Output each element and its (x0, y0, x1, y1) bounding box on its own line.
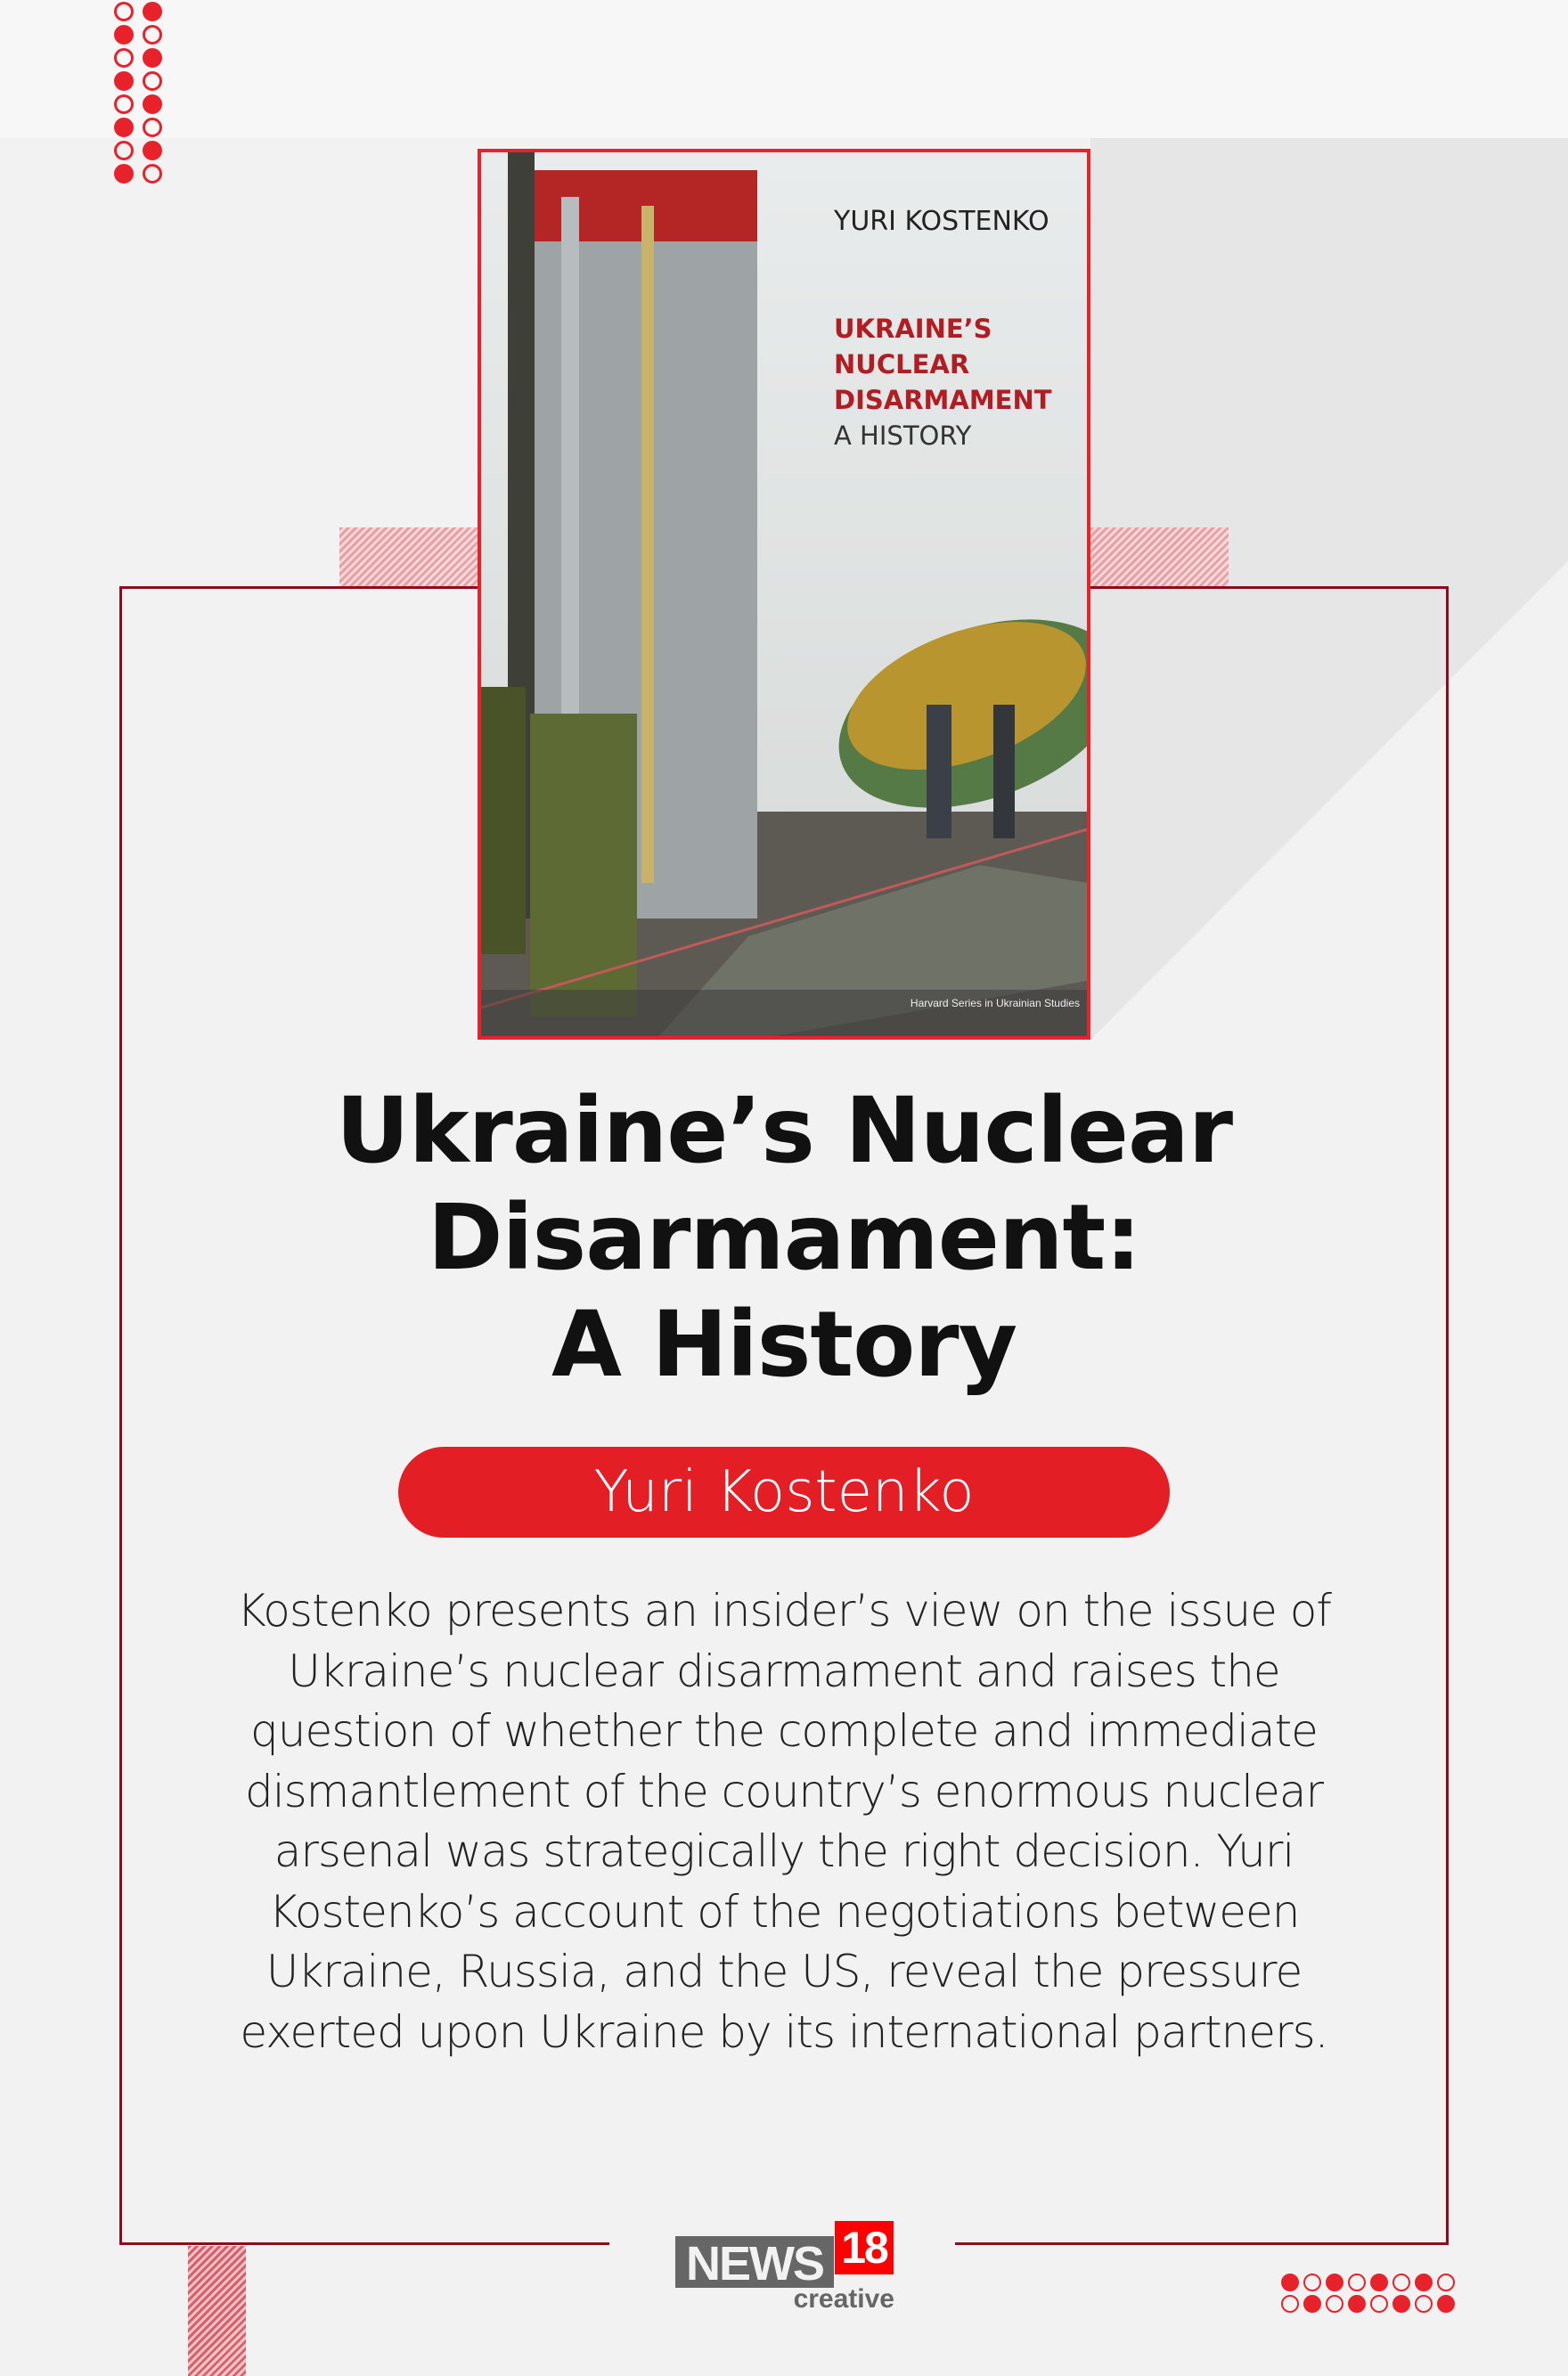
hatch-bar-bottom-left (188, 2246, 246, 2376)
hatch-accent-left (339, 527, 478, 586)
book-description: Kostenko presents an insider’s view on the issue of Ukraine’s nuclear disarmament and raises the question of whether the complete and immediate dismantlement of the country’s enormous nuclear arsenal was strategically the right decision. Yuri Kostenko’s account of the negotiations between Ukraine, Russia, and the US, reveal the pressure exerted upon Ukraine by its international partners. (237, 1585, 1331, 2058)
author-badge: Yuri Kostenko (398, 1447, 1170, 1538)
cover-subtitle: A HISTORY (834, 420, 972, 451)
decorative-dots-bottom-right (1281, 2274, 1457, 2313)
cover-series: Harvard Series in Ukrainian Studies (910, 997, 1080, 1009)
title-line: Disarmament: (427, 1185, 1141, 1291)
book-title (178, 1078, 1390, 1399)
title-line: Ukraine’s Nuclear (335, 1078, 1233, 1184)
cover-author: YURI KOSTENKO (834, 206, 1049, 237)
cover-title-line: DISARMAMENT (834, 385, 1052, 415)
hatch-accent-right (1090, 527, 1229, 586)
logo-18: 18 (835, 2221, 894, 2274)
book-cover-image (478, 149, 1090, 1040)
logo-creative: creative (793, 2284, 894, 2314)
decorative-dots-top-left (114, 2, 166, 184)
cover-title-line: NUCLEAR (834, 349, 970, 380)
cover-title-line: UKRAINE’S (834, 314, 992, 344)
title-line: A History (551, 1292, 1017, 1398)
logo-news: NEWS (675, 2236, 834, 2288)
news18-creative-logo (675, 2221, 894, 2315)
